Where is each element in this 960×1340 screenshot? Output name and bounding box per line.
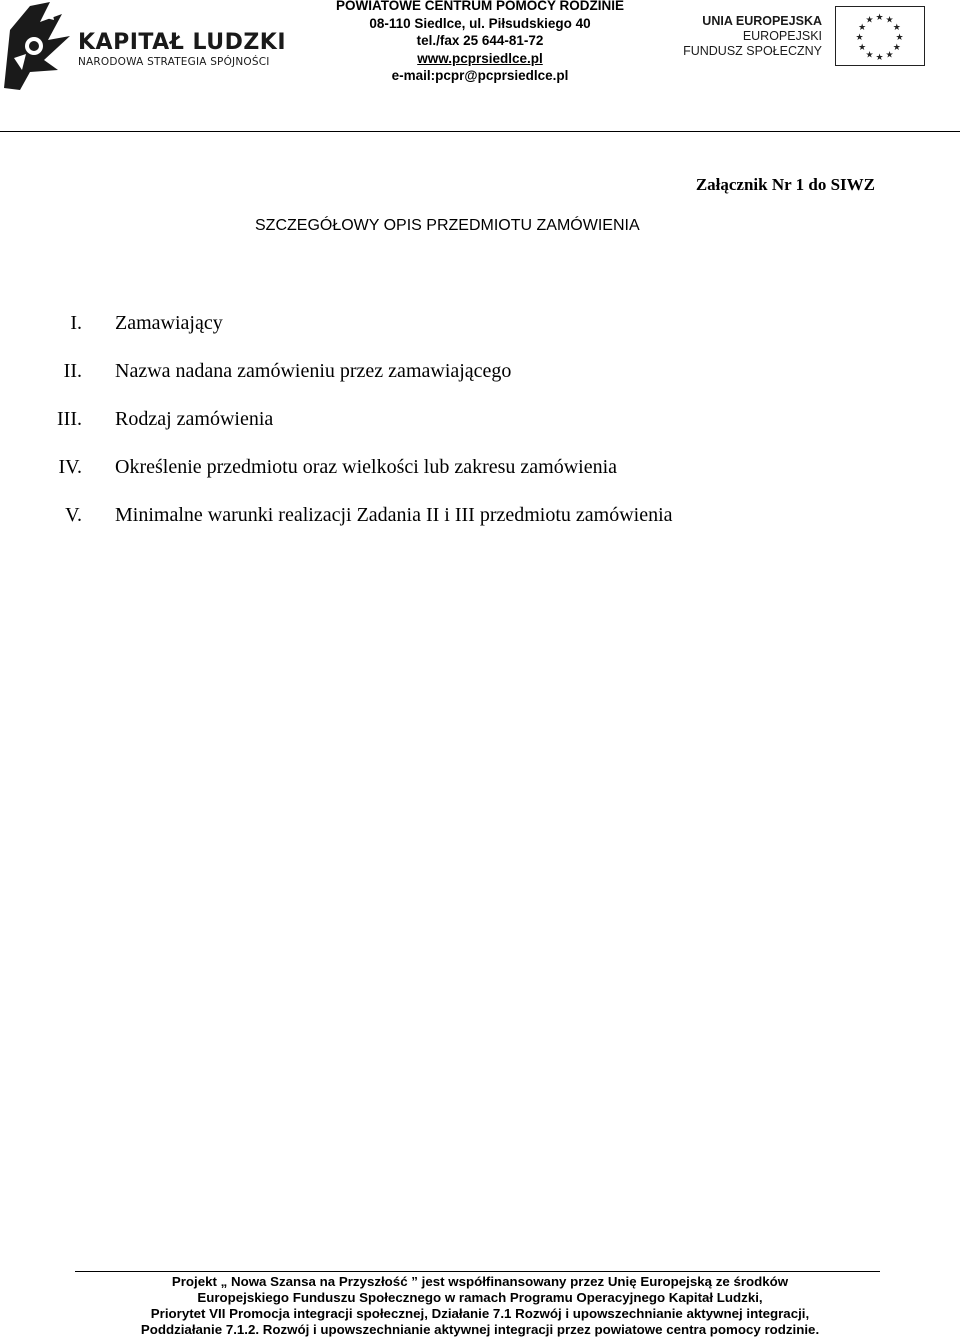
svg-text:★: ★	[858, 43, 867, 53]
svg-text:★: ★	[892, 43, 901, 53]
kapital-ludzki-emblem-icon	[0, 0, 72, 92]
eu-line3: FUNDUSZ SPOŁECZNY	[683, 44, 822, 58]
footer-line: Europejskiego Funduszu Społecznego w ramach Programu Operacyjnego Kapitał Ludzki,	[197, 1290, 763, 1305]
eu-line1: UNIA EUROPEJSKA	[702, 14, 822, 28]
institution-phone: tel./fax 25 644-81-72	[416, 33, 544, 48]
section-number: V.	[65, 504, 82, 526]
institution-info	[310, 0, 650, 85]
svg-text:★: ★	[875, 13, 884, 23]
svg-text:★: ★	[885, 50, 894, 61]
footer	[20, 1274, 940, 1338]
section-number: IV.	[58, 456, 82, 478]
eu-flag-icon	[835, 6, 925, 66]
header-divider	[0, 131, 960, 132]
svg-text:★: ★	[895, 33, 904, 43]
institution-address: 08-110 Siedlce, ul. Piłsudskiego 40	[369, 15, 591, 31]
svg-text:★: ★	[855, 33, 864, 43]
eu-logo	[683, 6, 930, 70]
svg-text:★: ★	[892, 23, 901, 33]
footer-line: Projekt „ Nowa Szansa na Przyszłość ” jest współfinansowany przez Unię Europejską ze środków	[171, 1274, 789, 1289]
section-number: I.	[70, 312, 82, 334]
section-label: Zamawiający	[115, 312, 223, 334]
institution-website-link[interactable]: www.pcprsiedlce.pl	[417, 50, 543, 66]
eu-stars-icon	[836, 7, 923, 64]
section-label: Minimalne warunki realizacji Zadania II i III przedmiotu zamówienia	[115, 504, 673, 526]
kapital-ludzki-logo	[0, 0, 287, 92]
section-number: III.	[57, 408, 82, 430]
footer-divider	[75, 1271, 880, 1272]
footer-line: Poddziałanie 7.1.2. Rozwój i upowszechnianie aktywnej integracji przez powiatowe centra pomocy rodzinie.	[140, 1322, 820, 1337]
eu-line2: EUROPEJSKI	[742, 29, 822, 43]
eu-logo-text	[683, 14, 822, 59]
svg-text:★: ★	[865, 50, 874, 61]
section-label: Określenie przedmiotu oraz wielkości lub zakresu zamówienia	[115, 456, 618, 478]
institution-email-link[interactable]: e-mail:pcpr@pcprsiedlce.pl	[391, 68, 569, 83]
section-label: Rodzaj zamówienia	[115, 408, 274, 430]
svg-text:★: ★	[858, 23, 867, 33]
institution-name: POWIATOWE CENTRUM POMOCY RODZINIE	[335, 0, 624, 13]
svg-text:★: ★	[885, 15, 894, 26]
section-number: II.	[63, 360, 82, 382]
logo-title: KAPITAŁ LUDZKI	[78, 30, 287, 55]
svg-text:★: ★	[875, 53, 884, 63]
footer-line: Priorytet VII Promocja integracji społecznej, Działanie 7.1 Rozwój i upowszechnianie aktywnej integracji,	[150, 1306, 810, 1321]
logo-subtitle: NARODOWA STRATEGIA SPÓJNOŚCI	[78, 56, 270, 68]
document-title: SZCZEGÓŁOWY OPIS PRZEDMIOTU ZAMÓWIENIA	[255, 217, 640, 234]
svg-text:★: ★	[865, 15, 874, 26]
annex-label: Załącznik Nr 1 do SIWZ	[695, 175, 875, 194]
section-label: Nazwa nadana zamówieniu przez zamawiającego	[115, 360, 512, 382]
